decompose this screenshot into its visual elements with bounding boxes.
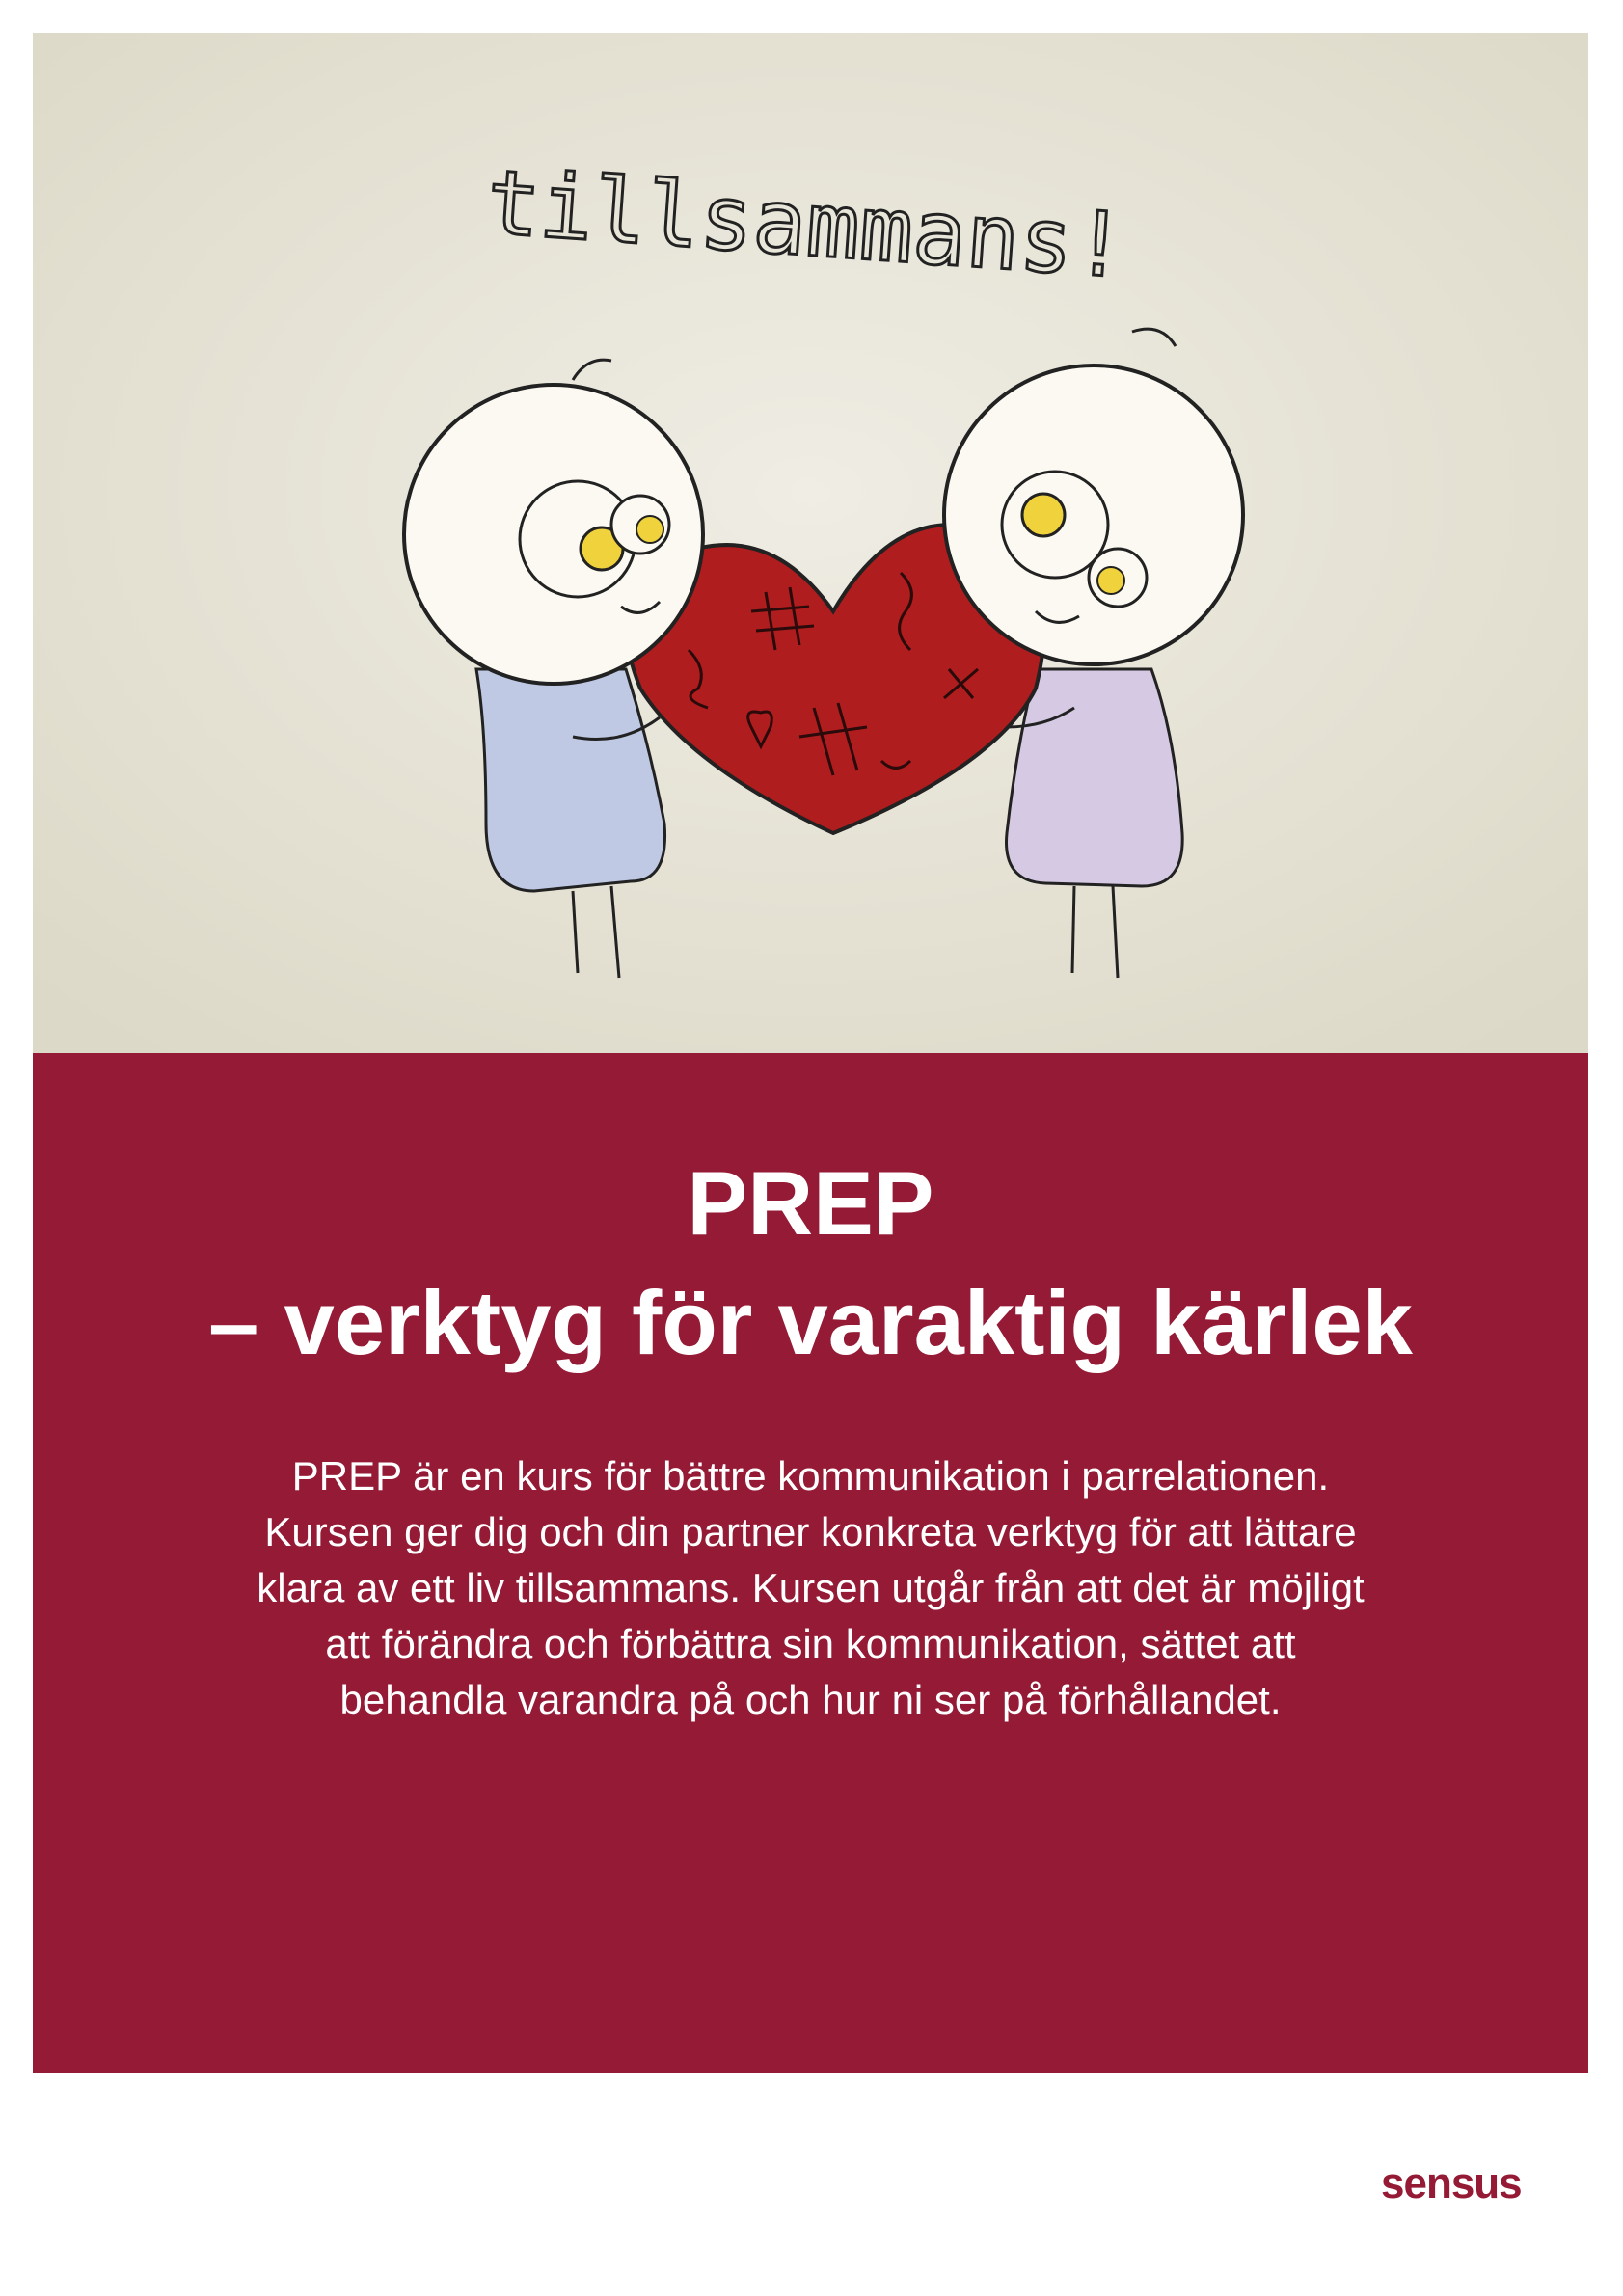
left-figure-body	[476, 669, 665, 891]
right-figure-body	[1007, 669, 1183, 886]
description-line: att förändra och förbättra sin kommunikation, sättet att	[325, 1621, 1296, 1666]
description-line: Kursen ger dig och din partner konkreta verktyg för att lättare	[264, 1509, 1357, 1554]
right-eye	[1022, 494, 1065, 536]
sensus-logo: sensus	[1381, 2160, 1522, 2207]
description-line: PREP är en kurs för bättre kommunikation i parrelationen.	[291, 1453, 1330, 1499]
hero-illustration	[33, 33, 1588, 1053]
handwritten-word: tillsammans!	[483, 150, 1130, 299]
couple-holding-heart-drawing	[33, 33, 1588, 1053]
description-paragraph	[102, 1448, 1520, 1728]
title-line-2: – verktyg för varaktig kärlek	[208, 1272, 1413, 1373]
title-line-1: PREP	[687, 1152, 934, 1254]
description-line: behandla varandra på och hur ni ser på förhållandet.	[339, 1677, 1282, 1722]
description-line: klara av ett liv tillsammans. Kursen utgår från att det är möjligt	[257, 1565, 1365, 1610]
info-panel	[33, 1053, 1588, 2073]
page-title	[33, 1053, 1588, 1383]
